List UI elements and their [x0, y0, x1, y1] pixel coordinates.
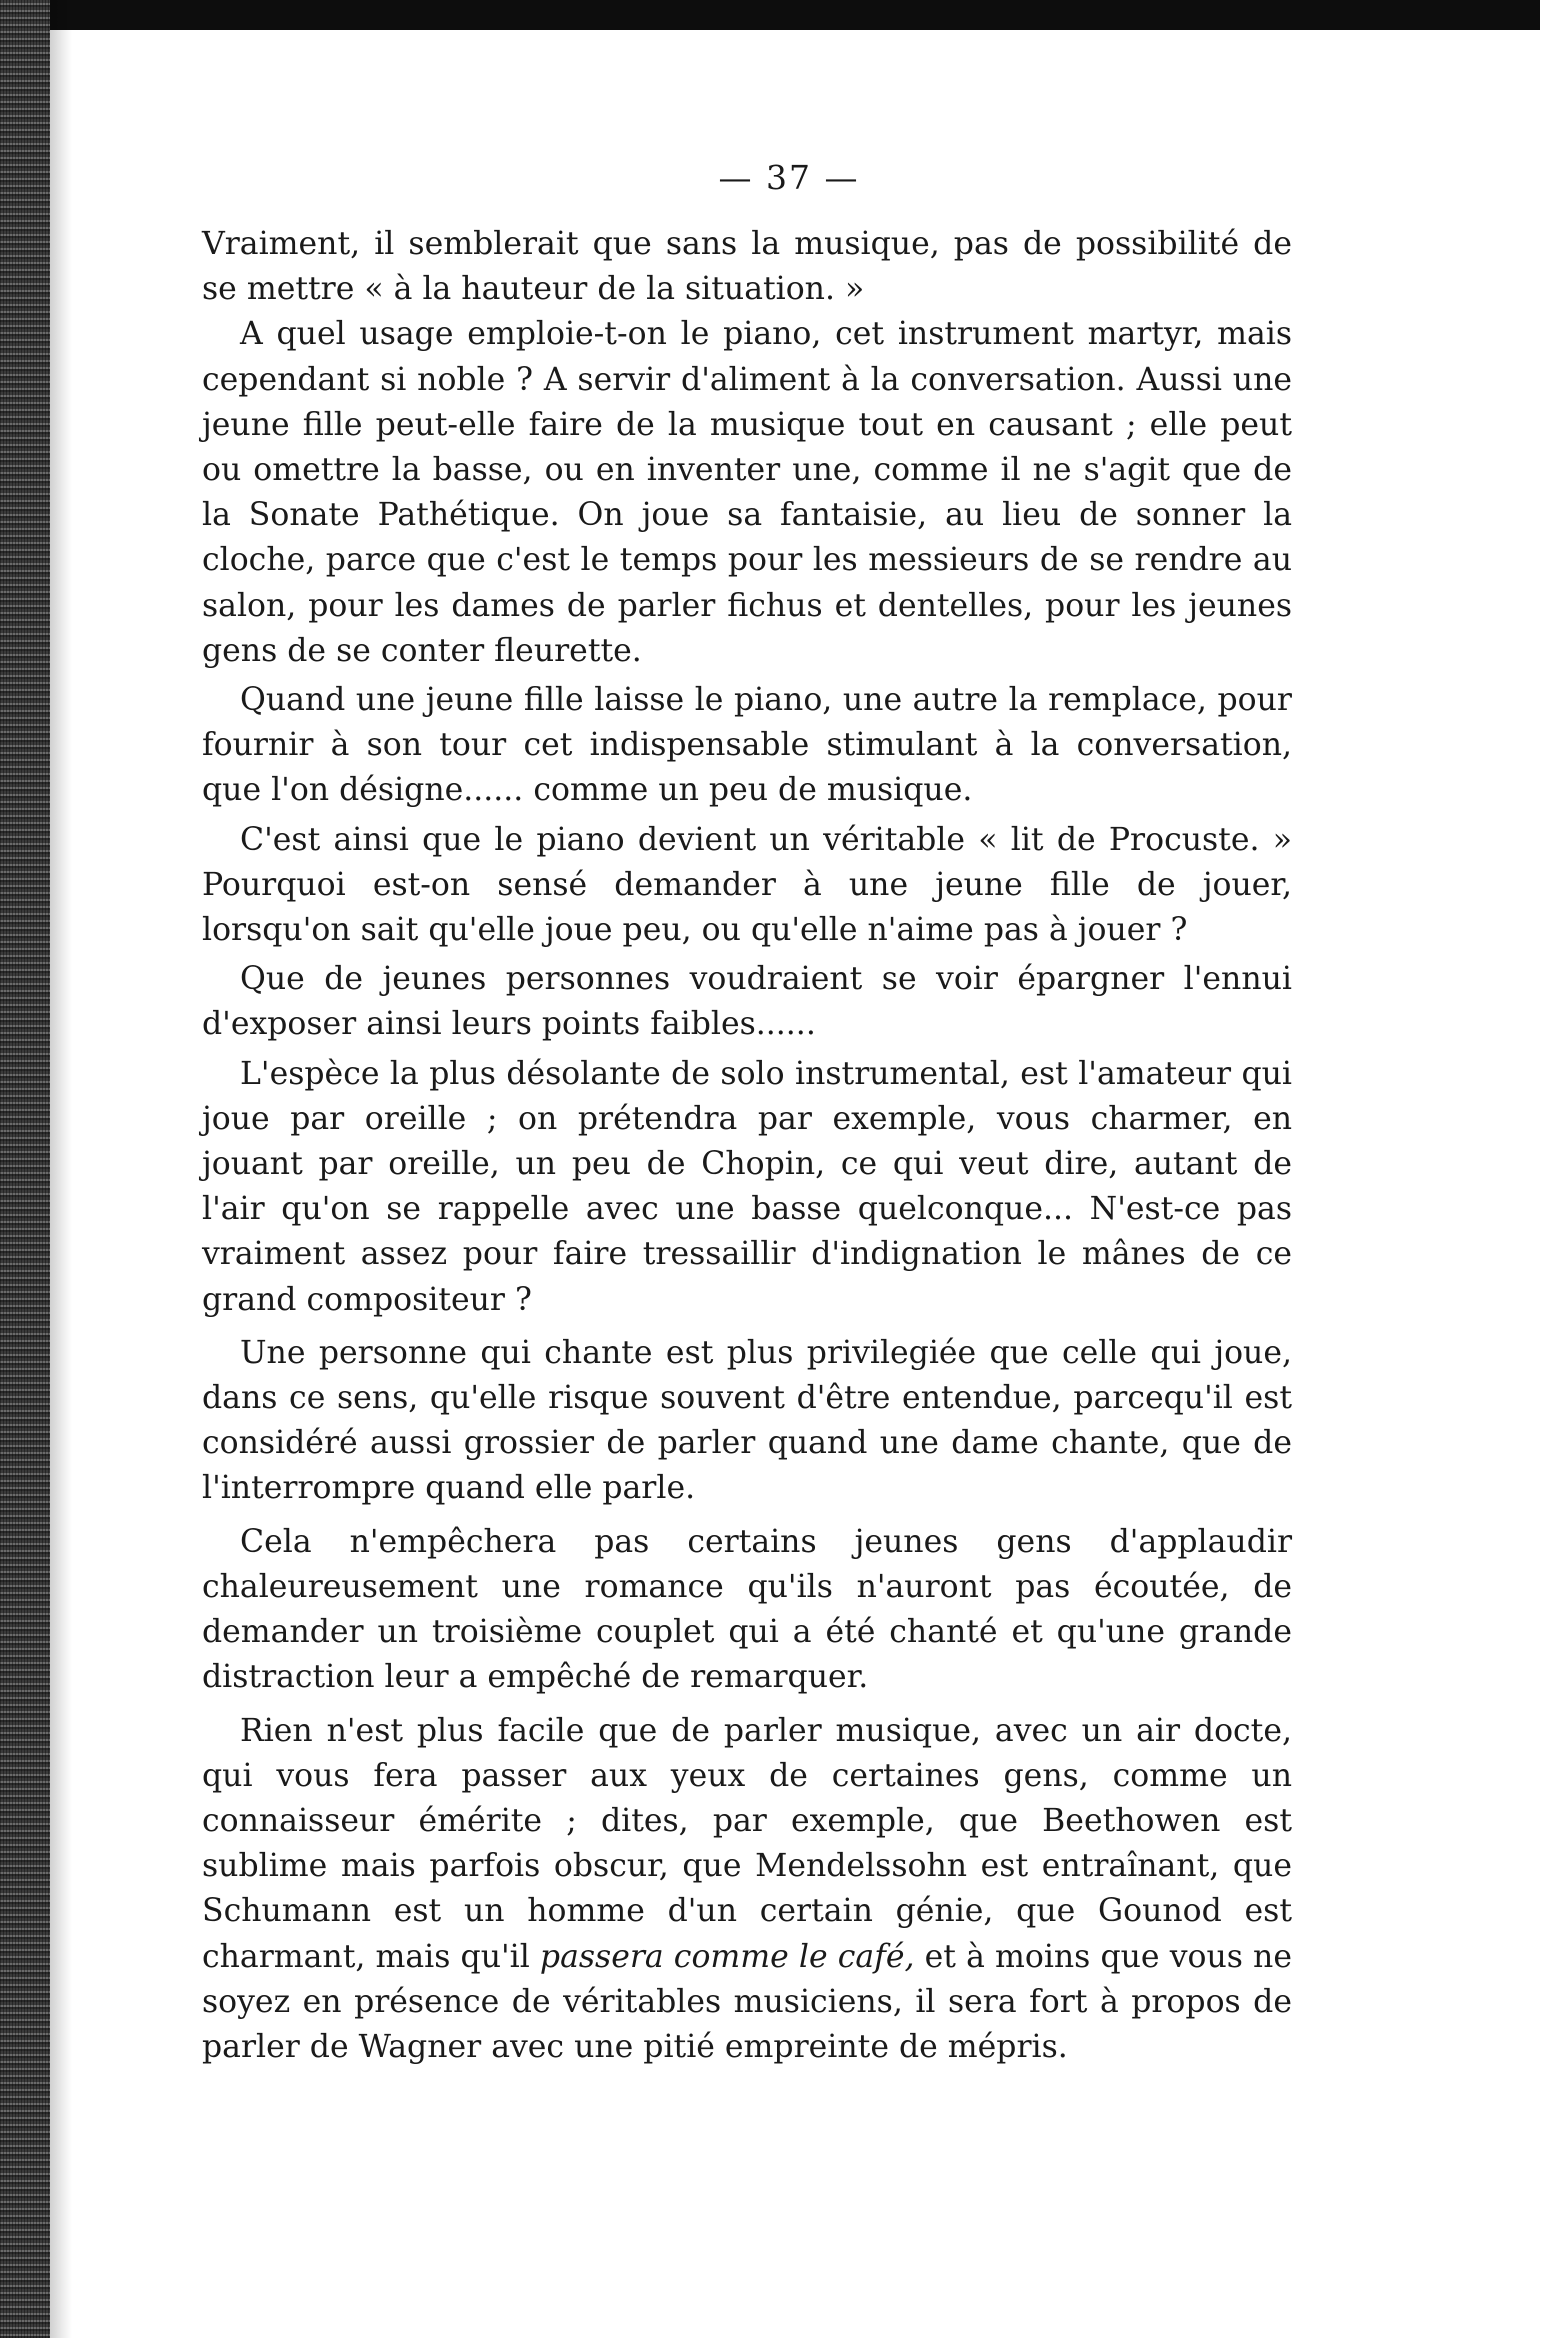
paragraph-3: Quand une jeune fille laisse le piano, une autre la remplace, pour fournir à son tour cet indispensable stimulant à la conversation, que l'on désigne...... comme un peu de musique.: [202, 682, 1292, 809]
italic-phrase: passera comme le café,: [539, 1938, 915, 1975]
body-text: [202, 222, 1292, 2070]
paragraph-4: C'est ainsi que le piano devient un véritable « lit de Procuste. » Pourquoi est-on sensé demander à une jeune fille de jouer, lorsqu'on sait qu'elle joue peu, ou qu'elle n'aime pas à jouer ?: [202, 821, 1292, 949]
paragraph-2: A quel usage emploie-t-on le piano, cet instrument martyr, mais cependant si noble ? A servir d'aliment à la conversation. Aussi une jeune fille peut-elle faire de la musique tout en causant ; elle peut ou omettre la basse, ou en inventer une, comme il ne s'agit que de la Sonate Pathétique. On joue sa fantaisie, au lieu de sonner la cloche, parce que c'est le temps pour les messieurs de se rendre au salon, pour les dames de parler fichus et dentelles, pour les jeunes gens de se conter fleurette.: [202, 316, 1292, 669]
paragraph-7: Une personne qui chante est plus privilegiée que celle qui joue, dans ce sens, qu'elle risque souvent d'être entendue, parcequ'il est considéré aussi grossier de parler quand une dame chante, que de l'interrompre quand elle parle.: [202, 1334, 1292, 1507]
book-binding-edge: [0, 0, 50, 2338]
binding-shadow: [50, 0, 72, 2338]
paragraph-9: [202, 1709, 1292, 2071]
paragraph-8: Cela n'empêchera pas certains jeunes gens d'applaudir chaleureusement une romance qu'ils n'auront pas écoutée, de demander un troisième couplet qui a été chanté et qu'une grande distraction leur a empêché de remarquer.: [202, 1523, 1292, 1696]
scan-top-border: [0, 0, 1540, 30]
paragraph-1: Vraiment, il semblerait que sans la musique, pas de possibilité de se mettre « à la hauteur de la situation. »: [202, 226, 1292, 308]
paragraph-9-text-end: et à moins que vous ne soyez en présence de véritables musiciens, il sera fort à propos de parler de Wagner avec une pitié empreinte de mépris.: [202, 1938, 1292, 2065]
paragraph-6: L'espèce la plus désolante de solo instrumental, est l'amateur qui joue par oreille ; on prétendra par exemple, vous charmer, en jouant par oreille, un peu de Chopin, ce qui veut dire, autant de l'air qu'on se rappelle avec une basse quelconque... N'est-ce pas vraiment assez pour faire tressaillir d'indignation le mânes de ce grand compositeur ?: [202, 1055, 1292, 1318]
paragraph-5: Que de jeunes personnes voudraient se voir épargner l'ennui d'exposer ainsi leurs points faibles......: [202, 961, 1292, 1043]
paragraph-9-text: Rien n'est plus facile que de parler musique, avec un air docte, qui vous fera passer aux yeux de certaines gens, comme un connaisseur émérite ; dites, par exemple, que Beethowen est sublime mais parfois obscur, que Mendelssohn est entraînant, que Schumann est un homme d'un certain génie, que Gounod est charmant, mais qu'il: [202, 1712, 1292, 1975]
page-number: — 37 —: [718, 158, 860, 197]
